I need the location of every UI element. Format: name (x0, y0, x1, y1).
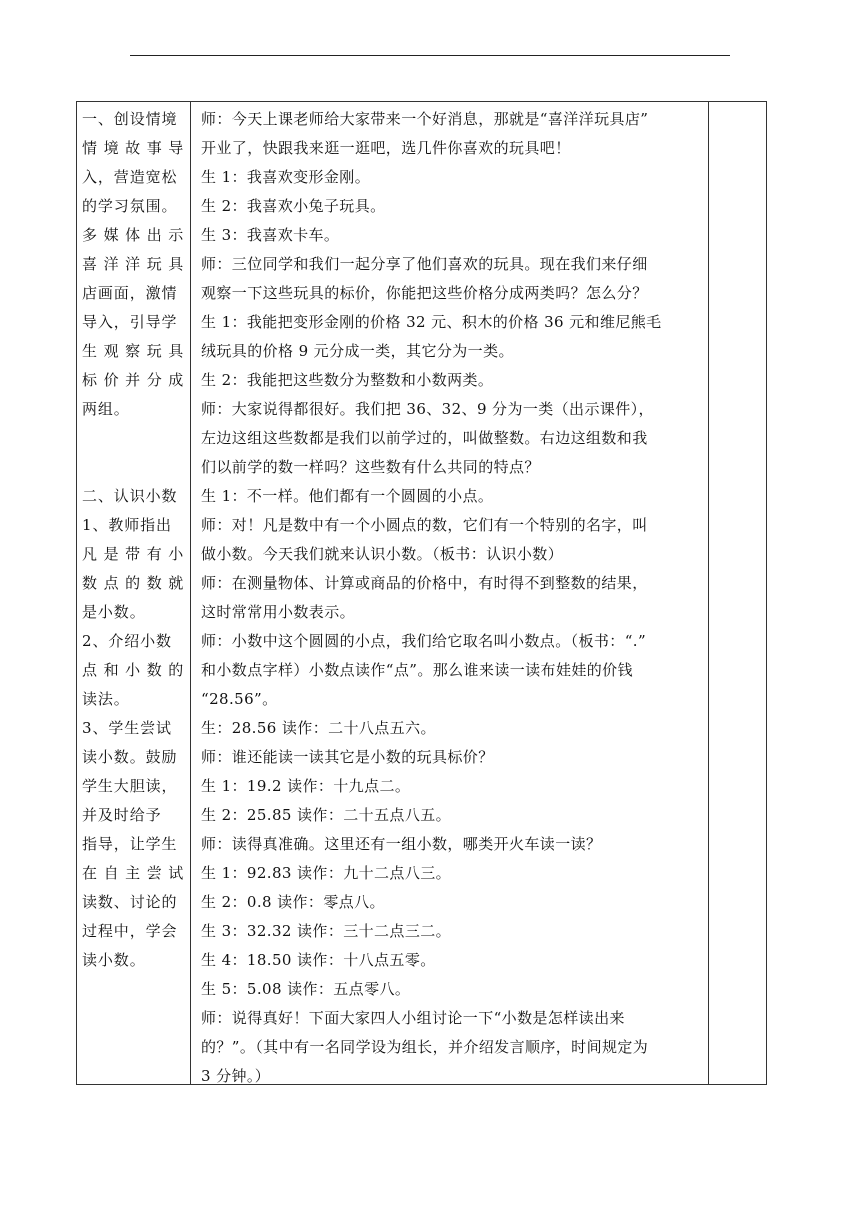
design-text-line: 生 观 察 玩 具 (82, 342, 185, 360)
design-text-line: 导入，引导学 (82, 313, 178, 331)
dialogue-line: 生 1：我能把变形金刚的价格 32 元、积木的价格 36 元和维尼熊毛 (201, 313, 662, 331)
dialogue-line: 生 3：我喜欢卡车。 (201, 226, 340, 244)
design-text-line: 2、介绍小数 (82, 632, 172, 650)
activity-design-column (82, 105, 189, 975)
dialogue-line: 生 3：32.32 读作：三十二点三二。 (201, 922, 452, 940)
column-divider-1 (190, 102, 191, 1084)
dialogue-line: 3 分钟。） (201, 1067, 271, 1085)
dialogue-line: 生 1：19.2 读作：十九点二。 (201, 777, 411, 795)
design-text-line: 多 媒 体 出 示 (82, 226, 185, 244)
design-text-line: 读小数。鼓励 (82, 748, 178, 766)
dialogue-line: 开业了，快跟我来逛一逛吧，选几件你喜欢的玩具吧！ (201, 139, 571, 157)
design-text-line: 读法。 (82, 690, 130, 708)
lesson-table (76, 101, 767, 1085)
design-text-line: 点 和 小 数 的 (82, 661, 185, 679)
dialogue-line: 生 1：92.83 读作：九十二点八三。 (201, 864, 452, 882)
dialogue-line: 生 2：25.85 读作：二十五点八五。 (201, 806, 452, 824)
dialogue-line: 师：小数中这个圆圆的小点，我们给它取名叫小数点。（板书：“.” (201, 632, 647, 650)
dialogue-line: 这时常常用小数表示。 (201, 603, 356, 621)
design-text-line: 3、学生尝试 (82, 719, 172, 737)
notes-column (709, 102, 766, 1084)
dialogue-line: 师：大家说得都很好。我们把 36、32、9 分为一类（出示课件）， (201, 400, 654, 418)
dialogue-line: 和小数点字样）小数点读作“点”。那么谁来读一读布娃娃的价钱 (201, 661, 633, 679)
design-text-line: 喜 洋 洋 玩 具 (82, 255, 185, 273)
design-text-line: 是小数。 (82, 603, 146, 621)
design-text-line: 二、认识小数 (82, 487, 178, 505)
dialogue-line: 生 5：5.08 读作：五点零八。 (201, 980, 411, 998)
dialogue-line: 生：28.56 读作：二十八点五六。 (201, 719, 436, 737)
teaching-process-column (201, 105, 711, 1091)
dialogue-line: 生 1：我喜欢变形金刚。 (201, 168, 371, 186)
dialogue-line: 师：在测量物体、计算或商品的价格中，有时得不到整数的结果， (201, 574, 648, 592)
dialogue-line: 师：今天上课老师给大家带来一个好消息，那就是“喜洋洋玩具店” (201, 110, 649, 128)
dialogue-line: 生 1：不一样。他们都有一个圆圆的小点。 (201, 487, 494, 505)
design-text-line: 数 点 的 数 就 (82, 574, 185, 592)
dialogue-line: 绒玩具的价格 9 元分成一类，其它分为一类。 (201, 342, 514, 360)
dialogue-line: 师：说得真好！下面大家四人小组讨论一下“小数是怎样读出来 (201, 1009, 625, 1027)
design-text-line: 凡 是 带 有 小 (82, 545, 185, 563)
design-text-line: 店画面，激情 (82, 284, 178, 302)
dialogue-line: 们以前学的数一样吗？这些数有什么共同的特点？ (201, 458, 540, 476)
dialogue-line: 师：读得真准确。这里还有一组小数，哪类开火车读一读？ (201, 835, 602, 853)
dialogue-line: 师：对！凡是数中有一个小圆点的数，它们有一个特别的名字，叫 (201, 516, 648, 534)
dialogue-line: 观察一下这些玩具的标价，你能把这些价格分成两类吗？怎么分？ (201, 284, 648, 302)
design-text-line: 入，营造宽松 (82, 168, 178, 186)
design-text-line: 两组。 (82, 400, 130, 418)
dialogue-line: “28.56”。 (201, 690, 278, 708)
design-text-line: 学生大胆读， (82, 777, 178, 795)
dialogue-line: 左边这组这些数都是我们以前学过的，叫做整数。右边这组数和我 (201, 429, 648, 447)
dialogue-line: 师：三位同学和我们一起分享了他们喜欢的玩具。现在我们来仔细 (201, 255, 648, 273)
design-text-line: 情 境 故 事 导 (82, 139, 185, 157)
dialogue-line: 生 2：我能把这些数分为整数和小数两类。 (201, 371, 494, 389)
design-text-line: 读数、讨论的 (82, 893, 178, 911)
design-text-line: 的学习氛围。 (82, 197, 178, 215)
dialogue-line: 生 2：我喜欢小兔子玩具。 (201, 197, 386, 215)
design-text-line: 在 自 主 尝 试 (82, 864, 185, 882)
design-text-line: 一、创设情境 (82, 110, 178, 128)
header-rule (130, 55, 730, 56)
dialogue-line: 生 2：0.8 读作：零点八。 (201, 893, 385, 911)
dialogue-line: 生 4：18.50 读作：十八点五零。 (201, 951, 436, 969)
design-text-line: 标 价 并 分 成 (82, 371, 185, 389)
spacer (82, 424, 189, 482)
dialogue-line: 的？”。（其中有一名同学设为组长，并介绍发言顺序，时间规定为 (201, 1038, 649, 1056)
design-text-line: 过程中，学会 (82, 922, 178, 940)
design-text-line: 并及时给予 (82, 806, 162, 824)
design-text-line: 指导，让学生 (82, 835, 178, 853)
design-text-line: 读小数。 (82, 951, 146, 969)
dialogue-line: 师：谁还能读一读其它是小数的玩具标价？ (201, 748, 494, 766)
dialogue-line: 做小数。今天我们就来认识小数。（板书：认识小数） (201, 545, 564, 563)
design-text-line: 1、教师指出 (82, 516, 172, 534)
